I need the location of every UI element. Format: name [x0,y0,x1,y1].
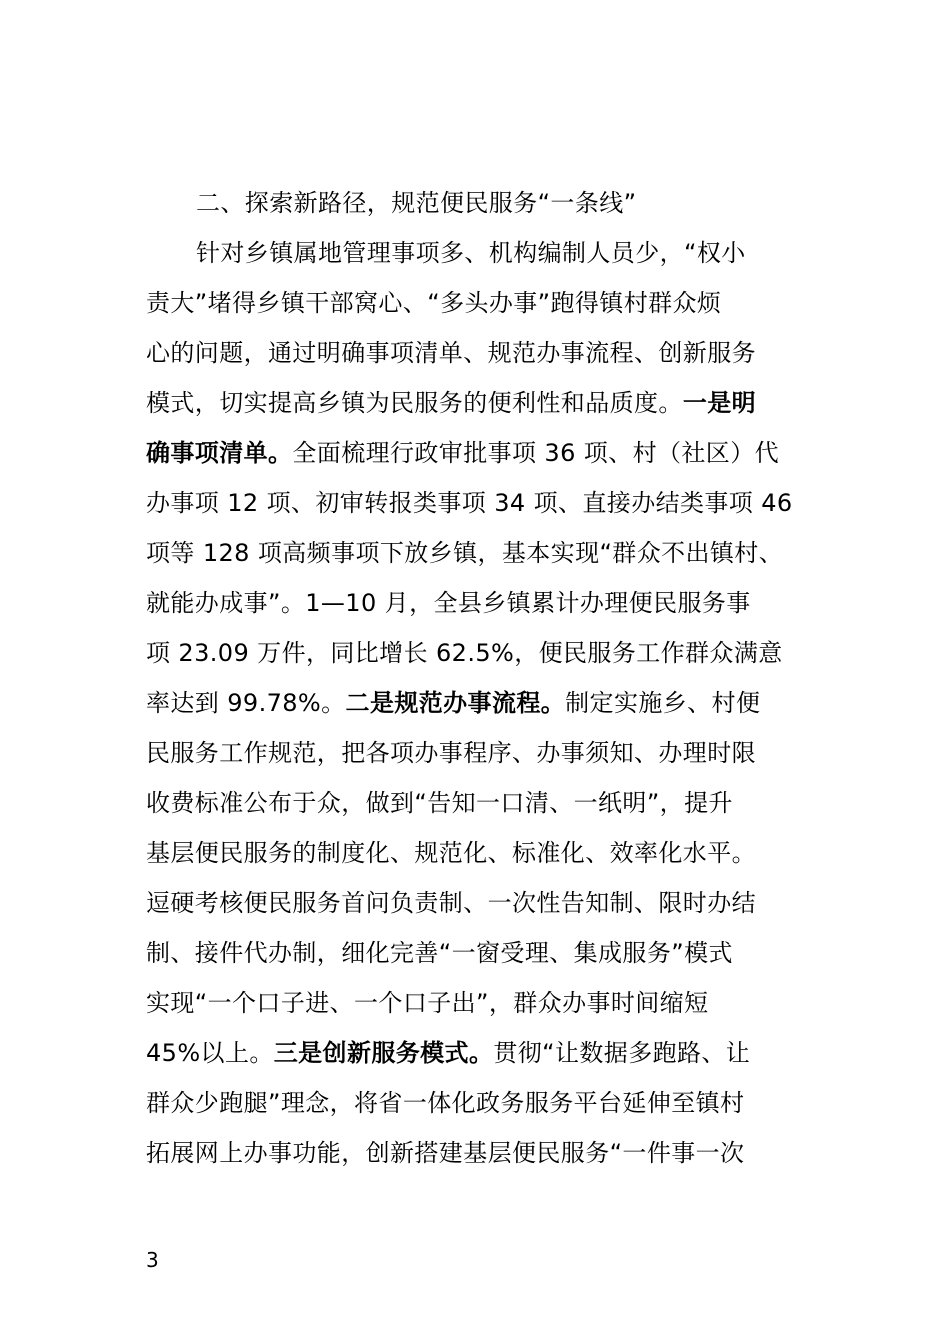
text-run: 模式，切实提高乡镇为民服务的便利性和品质度。 [146,389,683,417]
paragraph-line-12: 收费标准公布于众，做到“告知一口清、一纸明”，提升 [146,789,733,817]
section-heading: 二、探索新路径，规范便民服务“一条线” [196,189,637,217]
page-number: 3 [146,1248,159,1272]
text-run: 率达到 99.78%。 [146,689,346,717]
paragraph-line-4 [146,388,756,418]
paragraph-line-9: 项 23.09 万件，同比增长 62.5%，便民服务工作群众满意 [146,639,783,667]
text-run: 45%以上。 [146,1039,274,1067]
paragraph-line-2: 责大”堵得乡镇干部窝心、“多头办事”跑得镇村群众烦 [146,289,722,317]
bold-lead-phrase: 确事项清单。 [146,439,293,467]
bold-lead-phrase: 三是创新服务模式。 [273,1039,494,1067]
paragraph-line-5 [146,438,779,468]
bold-lead-phrase: 一是明 [682,389,757,417]
paragraph-line-6: 办事项 12 项、初审转报类事项 34 项、直接办结类事项 46 [146,489,793,517]
paragraph-line-11: 民服务工作规范，把各项办事程序、办事须知、办理时限 [146,739,756,767]
text-run: 制定实施乡、村便 [565,689,761,717]
paragraph-line-7: 项等 128 项高频事项下放乡镇，基本实现“群众不出镇村、 [146,539,784,567]
bold-lead-phrase: 二是规范办事流程。 [345,689,566,717]
text-run: 贯彻“让数据多跑路、让 [493,1039,751,1067]
paragraph-line-3: 心的问题，通过明确事项清单、规范办事流程、创新服务 [146,339,756,367]
paragraph-line-8: 就能办成事”。1—10 月，全县乡镇累计办理便民服务事 [146,589,751,617]
paragraph-line-14: 逗硬考核便民服务首问负责制、一次性告知制、限时办结 [146,889,756,917]
paragraph-line-10 [146,688,760,718]
paragraph-line-16: 实现“一个口子进、一个口子出”，群众办事时间缩短 [146,989,709,1017]
paragraph-line-1: 针对乡镇属地管理事项多、机构编制人员少，“权小 [196,239,746,267]
paragraph-line-18: 群众少跑腿”理念，将省一体化政务服务平台延伸至镇村 [146,1089,745,1117]
paragraph-line-15: 制、接件代办制，细化完善“一窗受理、集成服务”模式 [146,939,733,967]
paragraph-line-17 [146,1038,750,1068]
paragraph-line-13: 基层便民服务的制度化、规范化、标准化、效率化水平。 [146,839,756,867]
text-run: 全面梳理行政审批事项 36 项、村（社区）代 [292,439,780,467]
paragraph-line-19: 拓展网上办事功能，创新搭建基层便民服务“一件事一次 [146,1139,745,1167]
